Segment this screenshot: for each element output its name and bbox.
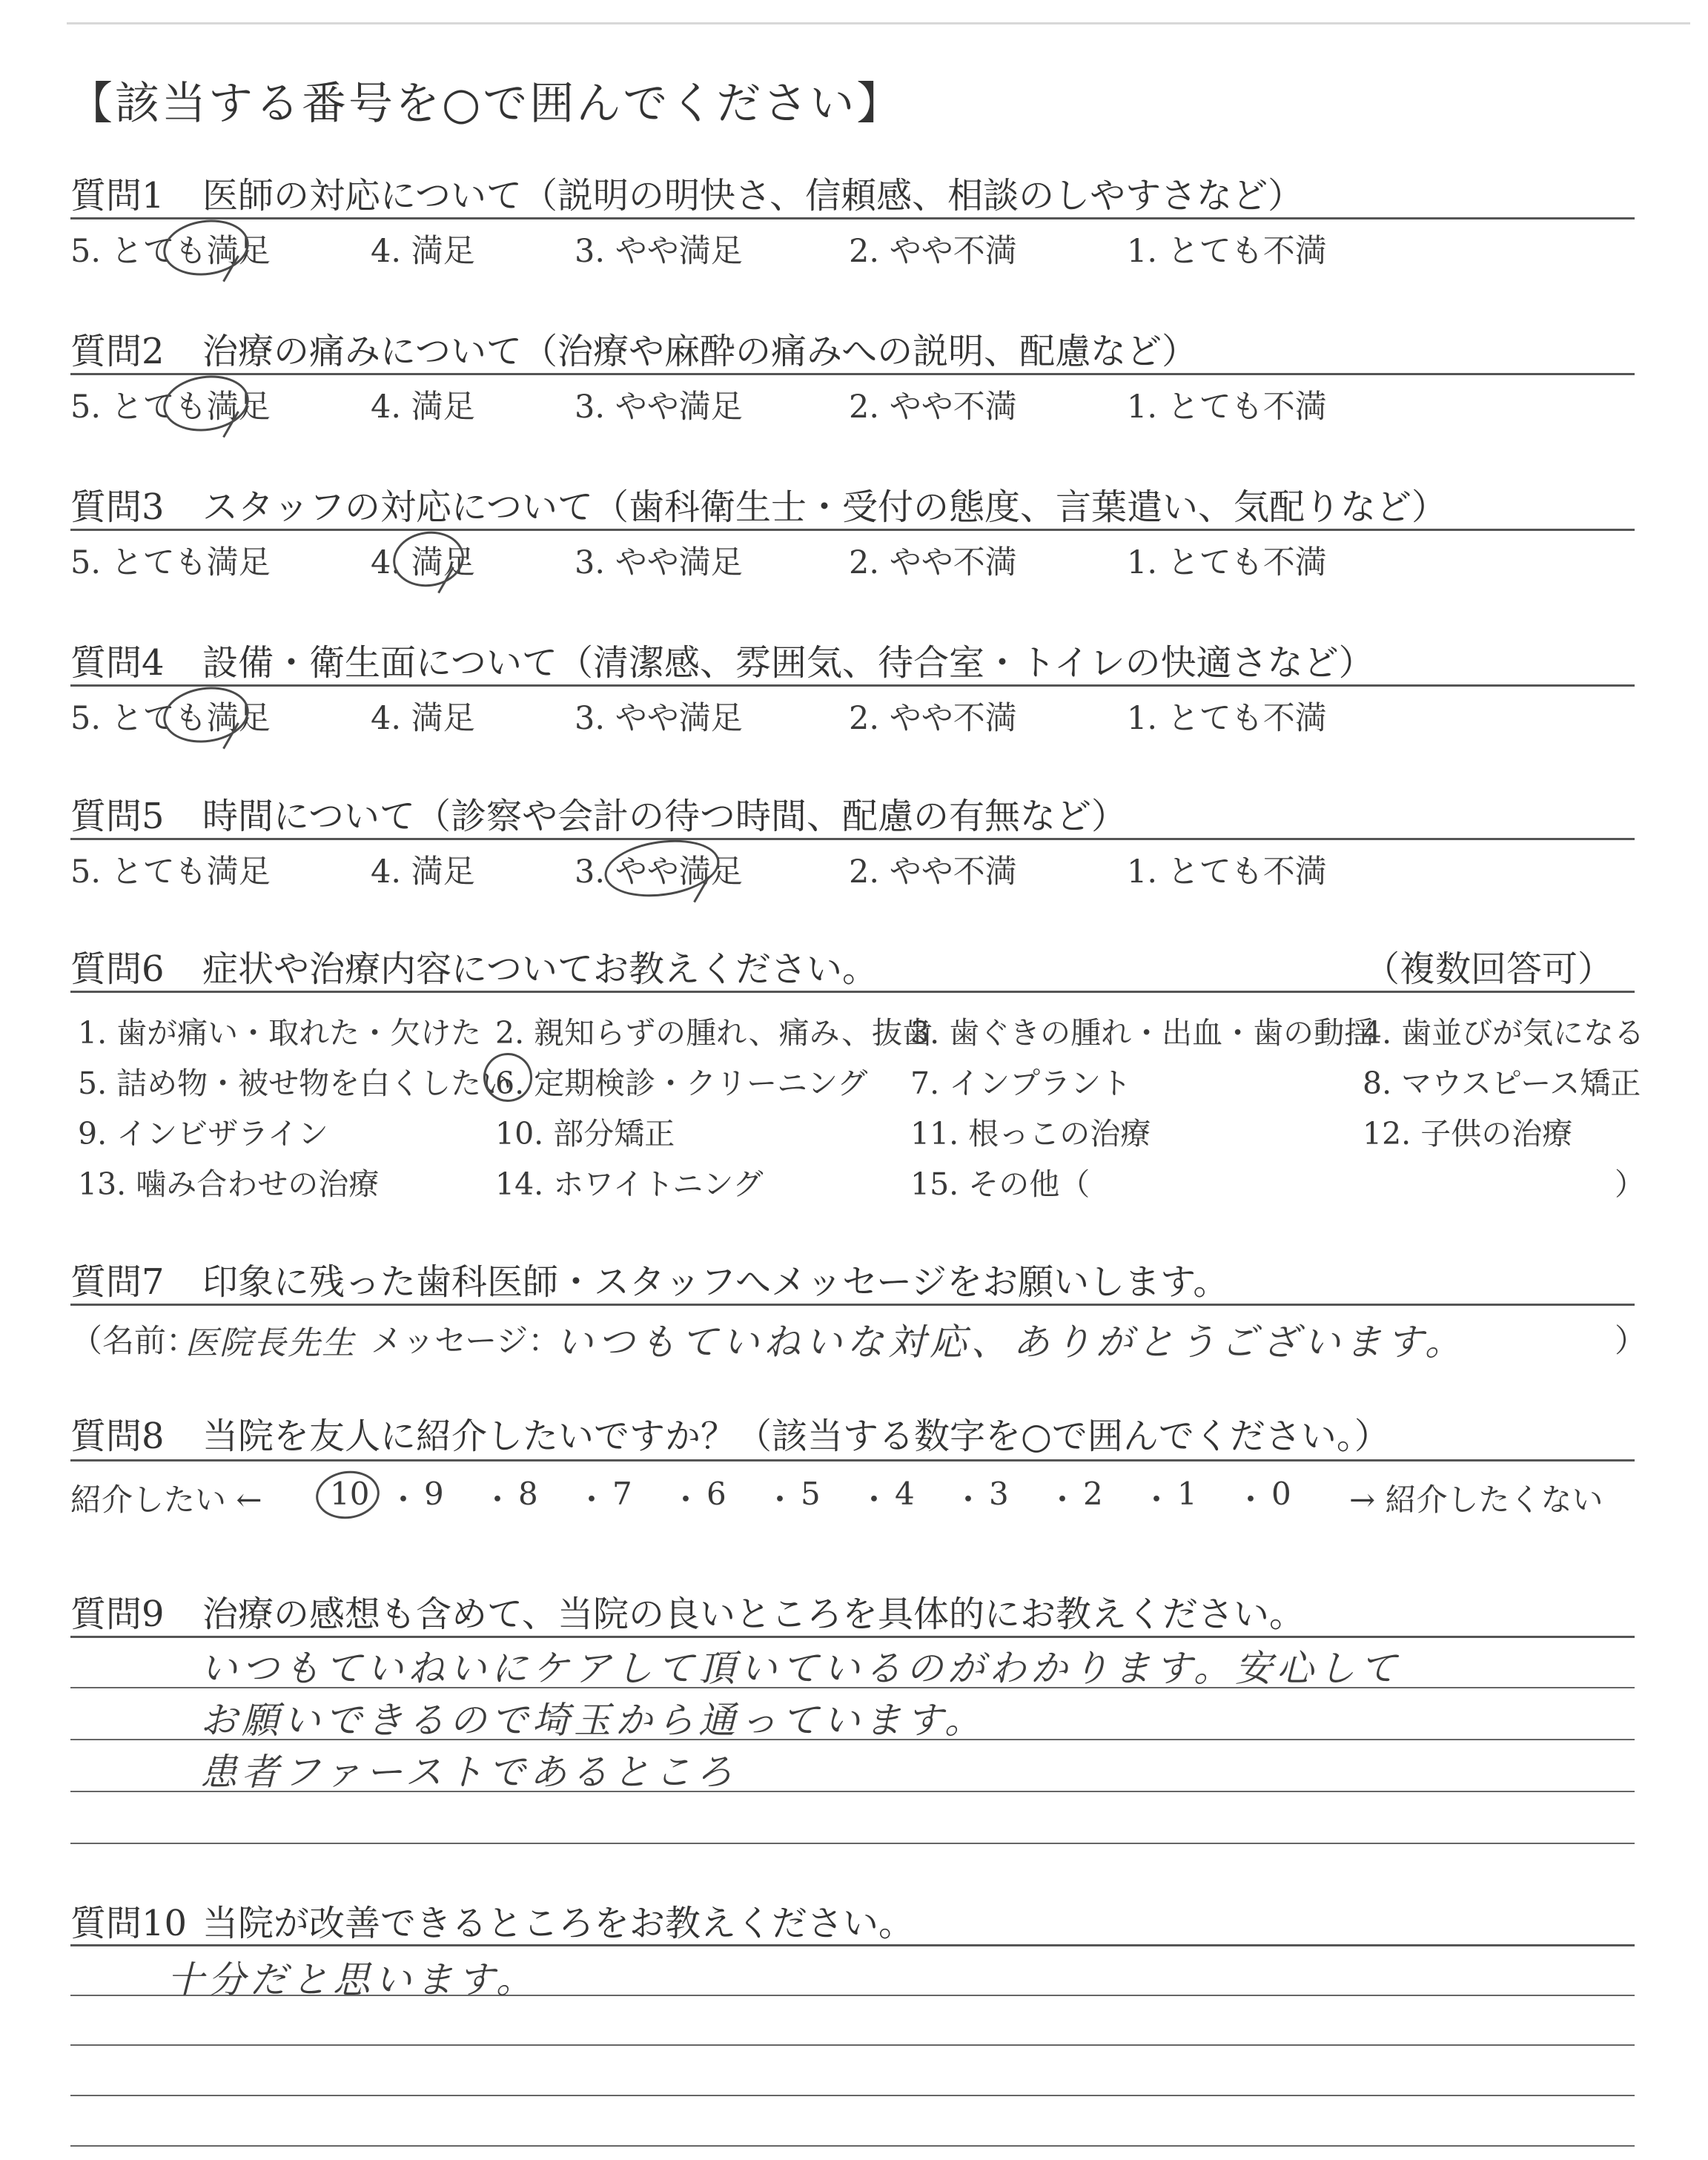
q9-title: [70, 1585, 1305, 1636]
q5-option-3[interactable]: 3. やや満足: [575, 853, 743, 891]
q8-scale-separator: ・: [1047, 1482, 1079, 1518]
q1-option-2[interactable]: 2. やや不満: [849, 233, 1017, 270]
q8-scale-value[interactable]: 2: [1083, 1476, 1103, 1512]
q8-scale-value[interactable]: 7: [612, 1476, 632, 1512]
q10-answer-rule: [70, 2145, 1635, 2147]
q8-scale-value[interactable]: 10: [330, 1476, 370, 1512]
q6-item: ）: [1615, 1166, 1645, 1202]
q6-item[interactable]: 8. マウスピース矯正: [1363, 1066, 1641, 1101]
q4-option-4[interactable]: 4. 満足: [371, 700, 475, 737]
q6-item[interactable]: 7. インプラント: [910, 1066, 1132, 1101]
q7-close-paren: ）: [1615, 1323, 1646, 1360]
q9-answer-line[interactable]: 患者ファーストであるところ: [200, 1751, 738, 1794]
q5-option-1[interactable]: 1. とても不満: [1127, 853, 1327, 891]
q2-option-5[interactable]: 5. とても満足: [70, 389, 271, 426]
q8-scale-value[interactable]: 6: [706, 1476, 726, 1512]
q4-option-2[interactable]: 2. やや不満: [849, 700, 1017, 737]
q7-rule: [70, 1304, 1635, 1306]
q7-name-label: （名前：: [70, 1323, 198, 1360]
q1-title: [70, 167, 1303, 218]
q8-scale-value[interactable]: 9: [424, 1476, 444, 1512]
q9-answer-rule: [70, 1843, 1635, 1844]
q9-rule: [70, 1636, 1635, 1638]
q4-text: 設備・衛生面について（清潔感、雰囲気、待合室・トイレの快適さなど）: [202, 642, 1374, 684]
q3-option-2[interactable]: 2. やや不満: [849, 544, 1017, 581]
q7-title: [70, 1253, 1228, 1304]
q7-message-value[interactable]: いつもていねいな対応、ありがとうございます。: [556, 1321, 1466, 1364]
q3-option-4[interactable]: 4. 満足: [371, 544, 475, 581]
q1-option-3[interactable]: 3. やや満足: [575, 233, 743, 270]
q8-scale-value[interactable]: 1: [1177, 1476, 1197, 1512]
q2-title: [70, 323, 1197, 374]
q9-answer-line[interactable]: お願いできるので埼玉から通っています。: [200, 1699, 986, 1742]
q8-text: 当院を友人に紹介したいですか？（該当する数字を○で囲んでください。）: [202, 1416, 1390, 1457]
q8-number: 質問8: [70, 1416, 165, 1457]
q8-scale-separator: ・: [953, 1482, 984, 1518]
q8-scale-separator: ・: [576, 1482, 608, 1518]
q7-message-label: メッセージ：: [371, 1323, 560, 1360]
q8-scale-value[interactable]: 5: [801, 1476, 821, 1512]
q10-answer-rule: [70, 2044, 1635, 2046]
q2-option-2[interactable]: 2. やや不満: [849, 389, 1017, 426]
q2-option-1[interactable]: 1. とても不満: [1127, 389, 1327, 426]
q3-number: 質問3: [70, 486, 165, 528]
q8-left-label: 紹介したい ←: [70, 1482, 262, 1518]
q6-item[interactable]: 6. 定期検診・クリーニング: [495, 1066, 868, 1101]
q8-rule: [70, 1459, 1635, 1462]
q9-answer-line[interactable]: いつもていねいにケアして頂いているのがわかります。安心して: [200, 1647, 1401, 1690]
q6-item[interactable]: 4. 歯並びが気になる: [1363, 1015, 1645, 1051]
q6-item[interactable]: 13. 噛み合わせの治療: [78, 1166, 380, 1202]
q6-item[interactable]: 12. 子供の治療: [1363, 1116, 1573, 1152]
q8-selection-circle: [313, 1467, 383, 1522]
q6-item[interactable]: 2. 親知らずの腫れ、痛み、抜歯: [495, 1015, 933, 1051]
q8-scale-separator: ・: [482, 1482, 514, 1518]
q10-number: 質問10: [70, 1903, 188, 1944]
q8-scale-value[interactable]: 8: [518, 1476, 538, 1512]
q1-option-1[interactable]: 1. とても不満: [1127, 233, 1327, 270]
q5-selection-circle: [601, 833, 724, 904]
q4-option-3[interactable]: 3. やや満足: [575, 700, 743, 737]
q10-answer-rule: [70, 2095, 1635, 2096]
q5-title: [70, 787, 1127, 839]
q6-number: 質問6: [70, 948, 165, 990]
q6-item[interactable]: 5. 詰め物・被せ物を白くしたい: [78, 1066, 512, 1101]
q6-rule: [70, 991, 1635, 993]
q4-title: [70, 634, 1374, 685]
q4-option-5[interactable]: 5. とても満足: [70, 700, 271, 737]
q6-item[interactable]: 11. 根っこの治療: [910, 1116, 1151, 1152]
q10-answer-line[interactable]: 十分だと思います。: [167, 1958, 537, 2001]
q2-option-4[interactable]: 4. 満足: [371, 389, 475, 426]
q6-item[interactable]: 15. その他（: [910, 1166, 1090, 1202]
q1-text: 医師の対応について（説明の明快さ、信頼感、相談のしやすさなど）: [202, 175, 1304, 217]
q1-rule: [70, 217, 1635, 219]
q7-text: 印象に残った歯科医師・スタッフへメッセージをお願いします。: [202, 1261, 1229, 1303]
q10-title: [70, 1895, 914, 1946]
q1-option-5[interactable]: 5. とても満足: [70, 233, 271, 270]
q8-right-label: → 紹介したくない: [1349, 1482, 1603, 1518]
top-border: [67, 22, 1690, 24]
q5-number: 質問5: [70, 796, 165, 837]
q5-text: 時間について（診察や会計の待つ時間、配慮の有無など）: [202, 796, 1128, 837]
q4-option-1[interactable]: 1. とても不満: [1127, 700, 1327, 737]
q6-text: 症状や治療内容についてお教えください。: [202, 948, 878, 990]
q3-rule: [70, 529, 1635, 531]
q3-option-3[interactable]: 3. やや満足: [575, 544, 743, 581]
q6-title: [70, 940, 878, 991]
q4-rule: [70, 684, 1635, 687]
q6-item[interactable]: 10. 部分矯正: [495, 1116, 675, 1152]
q6-note: （複数回答可）: [1364, 948, 1614, 990]
q2-number: 質問2: [70, 331, 165, 372]
q7-number: 質問7: [70, 1261, 165, 1303]
q8-scale-separator: ・: [1141, 1482, 1173, 1518]
q3-title: [70, 478, 1447, 529]
q9-number: 質問9: [70, 1593, 165, 1635]
q6-item[interactable]: 1. 歯が痛い・取れた・欠けた: [78, 1015, 482, 1051]
q9-text: 治療の感想も含めて、当院の良いところを具体的にお教えください。: [202, 1593, 1305, 1635]
q7-name-value[interactable]: 医院長先生: [185, 1324, 356, 1362]
q5-option-5[interactable]: 5. とても満足: [70, 853, 271, 891]
q8-scale-value[interactable]: 3: [989, 1476, 1009, 1512]
q2-text: 治療の痛みについて（治療や麻酔の痛みへの説明、配慮など）: [202, 331, 1198, 372]
q1-option-4[interactable]: 4. 満足: [371, 233, 475, 270]
q10-rule: [70, 1944, 1635, 1946]
q8-scale-separator: ・: [388, 1482, 420, 1518]
q5-option-4[interactable]: 4. 満足: [371, 853, 475, 891]
q6-item[interactable]: 14. ホワイトニング: [495, 1166, 764, 1202]
q2-rule: [70, 373, 1635, 375]
q4-number: 質問4: [70, 642, 165, 684]
q6-item[interactable]: 3. 歯ぐきの腫れ・出血・歯の動揺: [910, 1015, 1375, 1051]
q8-scale-value[interactable]: 0: [1271, 1476, 1291, 1512]
q5-rule: [70, 838, 1635, 840]
q3-option-5[interactable]: 5. とても満足: [70, 544, 271, 581]
q8-scale-separator: ・: [858, 1482, 890, 1518]
q1-number: 質問1: [70, 175, 165, 217]
q10-text: 当院が改善できるところをお教えください。: [202, 1903, 915, 1944]
q3-text: スタッフの対応について（歯科衛生士・受付の態度、言葉遣い、気配りなど）: [202, 486, 1448, 528]
q2-option-3[interactable]: 3. やや満足: [575, 389, 743, 426]
form-header: 【該当する番号を○で囲んでください】: [68, 78, 904, 130]
q8-title: [70, 1407, 1390, 1459]
q6-item[interactable]: 9. インビザライン: [78, 1116, 328, 1152]
q8-scale-separator: ・: [670, 1482, 702, 1518]
q5-option-2[interactable]: 2. やや不満: [849, 853, 1017, 891]
q8-scale-value[interactable]: 4: [895, 1476, 915, 1512]
q8-scale-separator: ・: [1235, 1482, 1267, 1518]
q3-option-1[interactable]: 1. とても不満: [1127, 544, 1327, 581]
q8-scale-separator: ・: [764, 1482, 796, 1518]
